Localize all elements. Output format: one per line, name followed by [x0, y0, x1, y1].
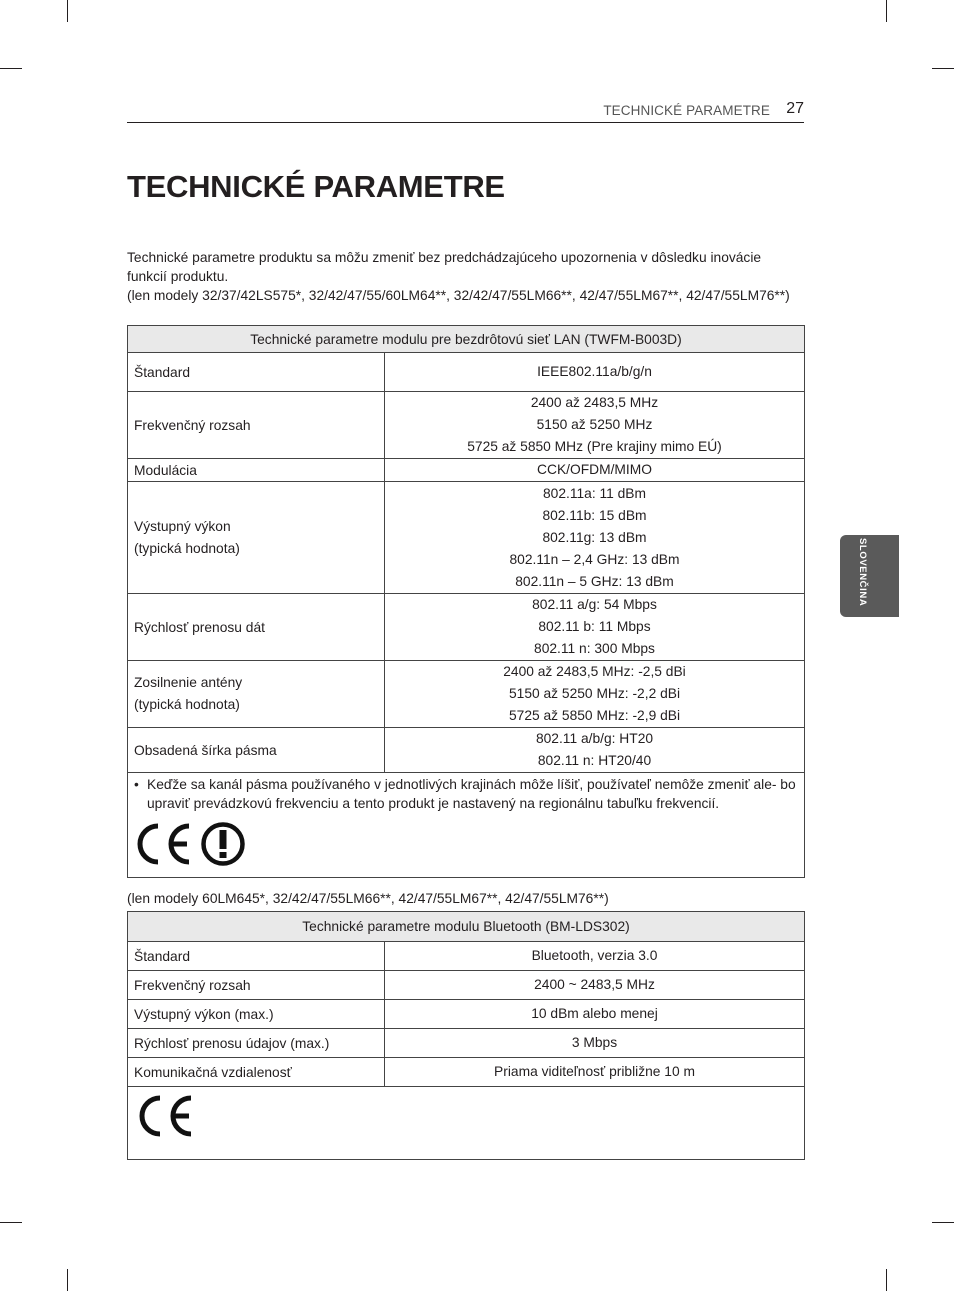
label-line: Výstupný výkon	[134, 518, 231, 534]
row-value	[385, 392, 805, 459]
value-line: 5150 až 5250 MHz	[536, 417, 653, 432]
row-label: Komunikačná vzdialenosť	[128, 1058, 385, 1087]
crop-mark	[67, 1269, 68, 1291]
row-value	[385, 482, 805, 594]
value-line: 5150 až 5250 MHz: -2,2 dBi	[508, 686, 681, 701]
row-label: Rýchlosť prenosu údajov (max.)	[128, 1029, 385, 1058]
table-row	[128, 971, 805, 1000]
row-value	[385, 661, 805, 728]
row-value: 2400 ~ 2483,5 MHz	[385, 971, 805, 1000]
table-row	[128, 594, 805, 661]
row-label: Výstupný výkon (max.)	[128, 1000, 385, 1029]
intro-paragraph: Technické parametre produktu sa môžu zmeniť bez predchádzajúceho upozornenia v dôsledku inovácie funkcií produktu.	[127, 250, 762, 284]
intro-models: (len modely 32/37/42LS575*, 32/42/47/55/60LM64**, 32/42/47/55LM66**, 42/47/55LM67**, 42/47/55LM76**)	[127, 288, 790, 303]
table-logo-row	[128, 1087, 805, 1160]
value-line: 2400 až 2483,5 MHz: -2,5 dBi	[503, 664, 686, 679]
value-line: CCK/OFDM/MIMO	[537, 462, 652, 477]
table-row	[128, 661, 805, 728]
value-line: 2400 až 2483,5 MHz	[530, 395, 659, 410]
certification-logos	[134, 819, 798, 869]
bullet-icon: •	[134, 777, 139, 792]
label-line: (typická hodnota)	[134, 540, 240, 556]
crop-mark	[932, 1222, 954, 1223]
value-line: 802.11b: 15 dBm	[542, 507, 647, 523]
row-value	[385, 459, 805, 482]
wlan-table-caption: Technické parametre modulu pre bezdrôtovú sieť LAN (TWFM-B003D)	[128, 326, 805, 353]
table-row	[128, 353, 805, 392]
bt-table-caption: Technické parametre modulu Bluetooth (BM-LDS302)	[128, 912, 805, 942]
ce-mark-icon	[136, 1093, 198, 1139]
bullet-note	[134, 775, 798, 813]
row-value	[385, 594, 805, 661]
row-value: 10 dBm alebo menej	[385, 1000, 805, 1029]
value-line: 802.11n – 2,4 GHz: 13 dBm	[509, 551, 680, 567]
row-value	[385, 728, 805, 773]
note-cell	[128, 773, 805, 878]
running-header	[127, 101, 804, 123]
value-line: 5725 až 5850 MHz (Pre krajiny mimo EÚ)	[467, 439, 722, 454]
crop-mark	[0, 68, 22, 69]
crop-mark	[886, 1269, 887, 1291]
crop-mark	[886, 0, 887, 22]
row-value: Bluetooth, verzia 3.0	[385, 942, 805, 971]
crop-mark	[932, 68, 954, 69]
table-row	[128, 942, 805, 971]
value-line: 802.11 n: HT20/40	[537, 753, 652, 768]
table-row	[128, 459, 805, 482]
row-value	[385, 353, 805, 392]
wlan-spec-table	[127, 325, 805, 878]
page-title: TECHNICKÉ PARAMETRE	[127, 169, 505, 204]
table-row	[128, 392, 805, 459]
value-line: 5725 až 5850 MHz: -2,9 dBi	[508, 708, 681, 723]
table-note-row	[128, 773, 805, 878]
value-line: 802.11n – 5 GHz: 13 dBm	[515, 573, 674, 589]
row-label: Obsadená šírka pásma	[128, 728, 385, 773]
value-line: 802.11g: 13 dBm	[542, 529, 647, 545]
value-line: 802.11 n: 300 Mbps	[534, 641, 655, 656]
language-side-tab-label: SLOVENČINA	[857, 538, 868, 607]
row-label: Rýchlosť prenosu dát	[128, 594, 385, 661]
value-line: 802.11a: 11 dBm	[542, 485, 647, 501]
row-value: Priama viditeľnosť približne 10 m	[385, 1058, 805, 1087]
label-line: (typická hodnota)	[134, 697, 240, 712]
running-header-title: TECHNICKÉ PARAMETRE	[603, 103, 770, 118]
row-label	[128, 482, 385, 594]
bluetooth-spec-table	[127, 911, 805, 1160]
table-row	[128, 1029, 805, 1058]
ce-mark-icon	[134, 821, 196, 867]
row-label: Frekvenčný rozsah	[128, 971, 385, 1000]
row-label: Štandard	[128, 942, 385, 971]
label-line: Zosilnenie antény	[134, 675, 243, 690]
bluetooth-models-note: (len modely 60LM645*, 32/42/47/55LM66**, 42/47/55LM67**, 42/47/55LM76**)	[127, 891, 609, 906]
logo-cell	[128, 1087, 805, 1160]
page-number: 27	[786, 100, 804, 117]
value-line: 802.11 b: 11 Mbps	[538, 619, 651, 634]
row-label: Frekvenčný rozsah	[128, 392, 385, 459]
intro-text	[127, 248, 804, 305]
value-line: 802.11 a/b/g: HT20	[535, 731, 654, 746]
table-row	[128, 1000, 805, 1029]
value-line: 802.11 a/g: 54 Mbps	[532, 597, 657, 612]
row-label	[128, 661, 385, 728]
table-row	[128, 728, 805, 773]
table-row	[128, 1058, 805, 1087]
row-value: 3 Mbps	[385, 1029, 805, 1058]
language-side-tab	[840, 535, 899, 617]
table-row	[128, 482, 805, 594]
crop-mark	[67, 0, 68, 22]
alert-class2-icon	[200, 821, 246, 867]
row-label: Štandard	[128, 353, 385, 392]
note-text: Keďže sa kanál pásma používaného v jednotlivých krajinách môže líšiť, používateľ nemôže zmeniť ale- bo upraviť prevádzkovú frekvenciu a tento produkt je nastavený na regionálnu tabuľku frekvencií.	[147, 777, 796, 811]
value-line: IEEE802.11a/b/g/n	[537, 364, 652, 379]
row-label: Modulácia	[128, 459, 385, 482]
crop-mark	[0, 1222, 22, 1223]
